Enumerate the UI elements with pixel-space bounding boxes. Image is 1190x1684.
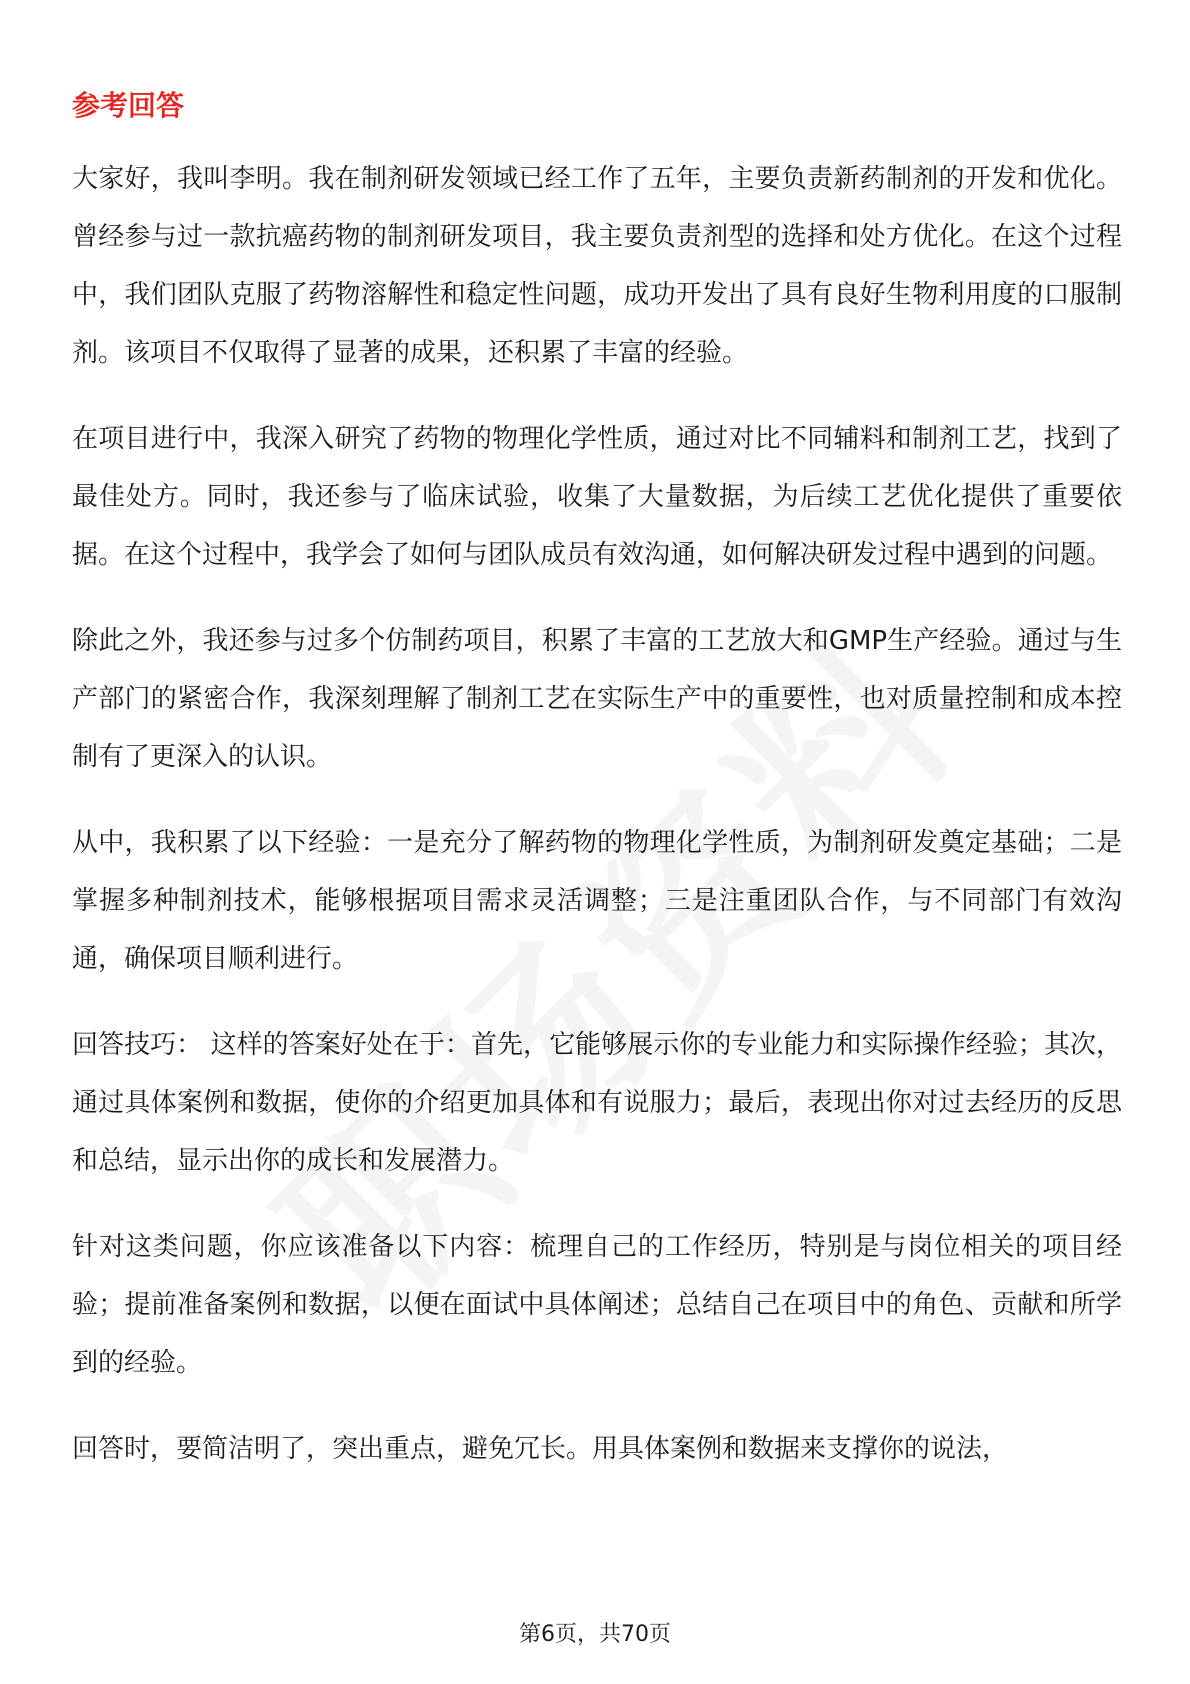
paragraph-generic-drugs: 除此之外，我还参与过多个仿制药项目，积累了丰富的工艺放大和GMP生产经验。通过与生产部门的紧密合作，我深刻理解了制剂工艺在实际生产中的重要性，也对质量控制和成本控制有了更深入的认识。: [72, 626, 1122, 772]
paragraph-answer-style: 回答时，要简洁明了，突出重点，避免冗长。用具体案例和数据来支撑你的说法，: [72, 1434, 1009, 1464]
page-number: 第6页，共70页: [519, 1622, 671, 1647]
section-heading: 参考回答: [72, 89, 185, 122]
paragraph-intro: 大家好，我叫李明。我在制剂研发领域已经工作了五年，主要负责新药制剂的开发和优化。曾经参与过一款抗癌药物的制剂研发项目，我主要负责剂型的选择和处方优化。在这个过程中，我们团队克服了药物溶解性和稳定性问题，成功开发出了具有良好生物利用度的口服制剂。该项目不仅取得了显著的成果，还积累了丰富的经验。: [72, 164, 1122, 368]
answer-body: [72, 150, 1122, 1506]
paragraph-preparation: 针对这类问题，你应该准备以下内容：梳理自己的工作经历，特别是与岗位相关的项目经验；提前准备案例和数据，以便在面试中具体阐述；总结自己在项目中的角色、贡献和所学到的经验。: [72, 1232, 1122, 1378]
paragraph-experience: 从中，我积累了以下经验：一是充分了解药物的物理化学性质，为制剂研发奠定基础；二是掌握多种制剂技术，能够根据项目需求灵活调整；三是注重团队合作，与不同部门有效沟通，确保项目顺利进行。: [72, 828, 1122, 974]
paragraph-project: 在项目进行中，我深入研究了药物的物理化学性质，通过对比不同辅料和制剂工艺，找到了最佳处方。同时，我还参与了临床试验，收集了大量数据，为后续工艺优化提供了重要依据。在这个过程中，我学会了如何与团队成员有效沟通，如何解决研发过程中遇到的问题。: [72, 424, 1122, 570]
paragraph-answer-tips: 回答技巧： 这样的答案好处在于：首先，它能够展示你的专业能力和实际操作经验；其次，通过具体案例和数据，使你的介绍更加具体和有说服力；最后，表现出你对过去经历的反思和总结，显示出你的成长和发展潜力。: [72, 1030, 1122, 1176]
